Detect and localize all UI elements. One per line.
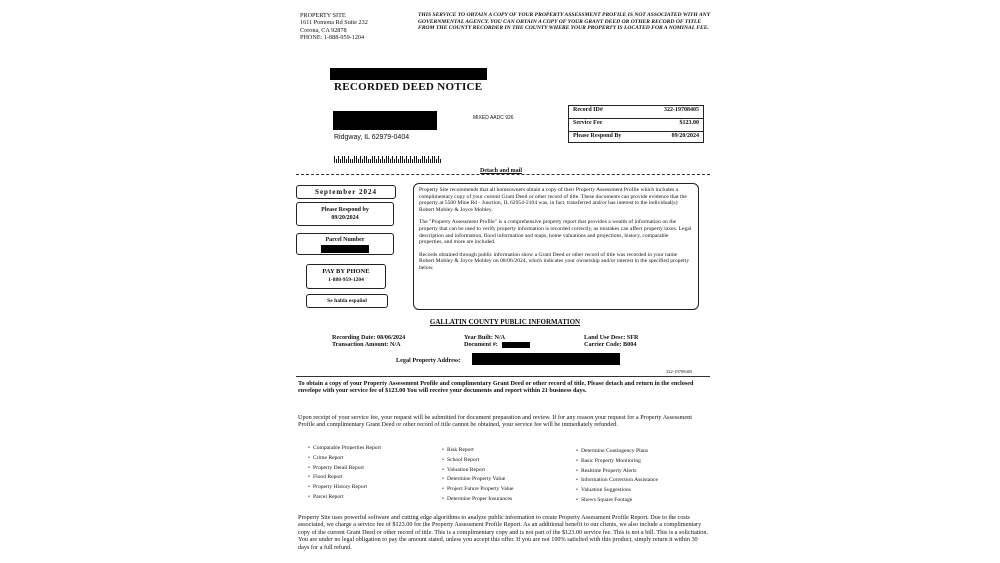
transaction-amount: Transaction Amount: N/A	[332, 341, 401, 348]
reference-number: 322-19708405	[666, 369, 693, 374]
service-fee-value: $123.00	[679, 120, 699, 126]
obtain-instructions: To obtain a copy of your Property Assessment Profile and complimentary Grant Deed or other record of title, Please detach and return in the enclosed envelope with your service fee of $123.00 You will receive your documents and report within 21 business days.	[298, 380, 694, 395]
redacted-name-bar	[330, 68, 487, 80]
pay-by-phone-number: 1-888-959-1204	[328, 277, 364, 283]
side-respond-date: 09/20/2024	[331, 215, 359, 221]
recording-date: Recording Date: 08/06/2024	[332, 334, 406, 341]
feature-item: • Project Future Property Value	[442, 485, 570, 495]
county-heading: GALLATIN COUNTY PUBLIC INFORMATION	[429, 318, 581, 326]
features-column-2	[442, 446, 570, 505]
feature-item: • Shows Square Footage	[576, 496, 712, 506]
pay-by-phone-label: PAY BY PHONE	[322, 268, 370, 275]
feature-item: • Property History Report	[308, 483, 438, 493]
year-built: Year Built: N/A	[464, 334, 506, 341]
notice-title: RECORDED DEED NOTICE	[334, 81, 483, 93]
parcel-number-box	[296, 233, 394, 255]
redacted-document-number	[502, 342, 530, 348]
feature-item: • Determine Contingency Plans	[576, 447, 712, 457]
feature-item: • Information Correction Assistance	[576, 476, 712, 486]
info-paragraph-2: The "Property Assessment Profile" is a comprehensive property report that provides a wealth of information on the property that can be used to verify property information is recorded correctly, as mistakes can affect property taxes. Legal description and information, flood information and maps, home valuations and projections, history, comparable properties, and more are included.	[419, 219, 692, 246]
spanish-support-box: Se habla español	[306, 294, 388, 308]
info-box	[413, 183, 699, 310]
features-column-3	[576, 447, 712, 506]
mailing-code: MIXED AADC 926	[473, 115, 514, 121]
sender-name: PROPERTY SITE	[300, 12, 346, 19]
feature-item: • Basic Property Monitoring	[576, 457, 712, 467]
postal-barcode	[334, 145, 442, 152]
sender-phone: PHONE: 1-888-959-1204	[300, 34, 365, 42]
pay-by-phone-box	[306, 264, 386, 289]
detach-line	[296, 174, 710, 175]
redacted-parcel-number	[321, 245, 369, 253]
record-id-value: 322-19708405	[664, 107, 699, 113]
info-paragraph-3: Records obtained through public information show a Grant Deed or other record of title was recorded in your name Robert Mobley & Joyce Mobley on 08/06/2024, which indicates your ownership and/or interest in the specified property below.	[419, 251, 690, 271]
feature-item: • Parcel Report	[308, 493, 438, 503]
sender-address-line1: 1611 Pomona Rd Suite 232	[300, 19, 368, 27]
month-box: September 2024	[296, 185, 396, 199]
feature-item: • Risk Report	[442, 446, 570, 456]
redacted-recipient-name	[333, 111, 437, 130]
deed-notice-document	[292, 8, 718, 558]
service-fee-label: Service Fee	[573, 120, 603, 126]
features-column-1	[308, 444, 438, 503]
feature-item: • Flood Report	[308, 473, 438, 483]
parcel-number-label: Parcel Number	[325, 237, 365, 243]
feature-item: • School Report	[442, 456, 570, 466]
feature-item: • Valuation Report	[442, 466, 570, 476]
respond-by-label: Please Respond By	[573, 133, 622, 139]
feature-item: • Comparable Properties Report	[308, 444, 438, 454]
recipient-city: Ridgway, IL 62979-0404	[334, 134, 410, 141]
feature-item: • Determine Proper Insurances	[442, 495, 570, 505]
feature-item: • Property Detail Report	[308, 464, 438, 474]
record-info-box	[568, 105, 704, 143]
footer-disclaimer: Property Site uses powerful software and cutting edge algorithms to analyze public information to create Property Assessment Profile Report. Due to the costs associated, we charge a service fee of $123.00 for the Property Assessment Profile Report. As an additional benefit to our clients, we also include a complimentary copy of the current Grant Deed or other record of title. This is a complimentary copy and is not part of the $123.00 service fee. This is not a bill. This is a solicitation. You are under no legal obligation to pay the amount stated, unless you accept this offer. If you are not 100% satisfied with this product, simply return it within 30 days for a full refund.	[298, 514, 708, 551]
feature-item: • Determine Property Value	[442, 475, 570, 485]
detach-label: Detach and mail	[480, 168, 522, 174]
section-divider	[296, 376, 710, 377]
sender-block	[300, 12, 400, 42]
info-paragraph-1: Property Site recommends that all homeowners obtain a copy of their Property Assessment Profile which includes a complimentary copy of your current Grant Deed or other record of title. These documents can provide evidence that the property at 5500 Mine Rd - Junction, IL 62954-2104 was, in fact, transferred and/or has interest to the individual(s) Robert Mobley & Joyce Mobley.	[419, 187, 687, 213]
legal-address-label: Legal Property Address:	[396, 357, 461, 364]
respond-by-value: 09/20/2024	[671, 133, 699, 139]
side-respond-label: Please Respond by	[321, 207, 369, 213]
land-use-desc: Land Use Desc: SFR	[584, 334, 639, 341]
feature-item: • Crime Report	[308, 454, 438, 464]
record-id-label: Record ID#	[573, 107, 603, 113]
redacted-legal-address	[472, 353, 620, 365]
feature-item: • Realtime Property Alerts	[576, 467, 712, 477]
feature-item: • Valuation Suggestions	[576, 486, 712, 496]
respond-by-box	[296, 202, 394, 226]
carrier-code: Carrier Code: B004	[584, 341, 637, 348]
sender-address-line2: Corona, CA 92878	[300, 26, 347, 34]
receipt-instructions: Upon receipt of your service fee, your request will be submitted for document preparation and review. If for any reason your request for a Property Assessment Profile and complimentary Grant Deed or other record of title cannot be obtained, your service fee will be immediately refunded.	[298, 414, 692, 429]
document-number-label: Document #:	[464, 341, 498, 348]
disclaimer-text: THIS SERVICE TO OBTAIN A COPY OF YOUR PROPERTY ASSESSMENT PROFILE IS NOT ASSOCIATED WITH ANY GOVERNMENTAL AGENCY. YOU CAN OBTAIN A COPY OF YOUR GRANT DEED OR OTHER RECORD OF TITLE FROM THE COUNTY RECORDER IN THE COUNTY WHERE YOUR PROPERTY IS LOCATED FOR A NOMINAL FEE.	[418, 12, 710, 32]
